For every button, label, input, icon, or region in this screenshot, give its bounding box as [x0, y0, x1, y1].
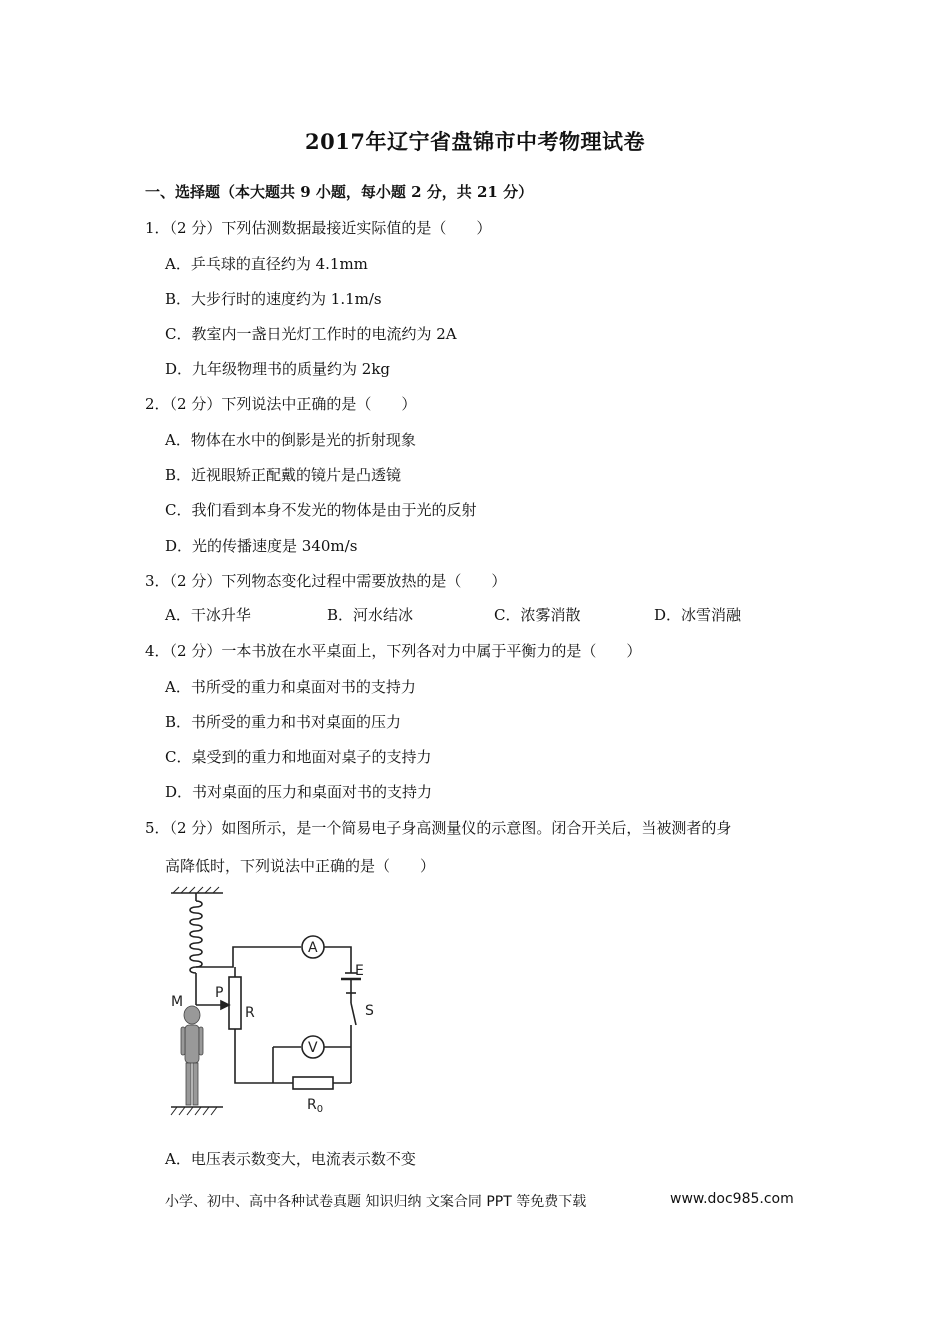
person-figure [181, 1006, 203, 1105]
battery-label: E [355, 963, 364, 979]
spring [190, 901, 202, 973]
question-2-option-d: D．光的传播速度是 340m/s [165, 537, 358, 555]
footer-text: 小学、初中、高中各种试卷真题 知识归纳 文案合同 PPT 等免费下载 [165, 1194, 587, 1210]
resistor-r0 [293, 1077, 333, 1089]
rheostat-label: R [245, 1005, 255, 1021]
question-3-option-b: B．河水结冰 [327, 606, 414, 624]
question-1-option-a: A．乒乓球的直径约为 4.1mm [165, 255, 368, 273]
footer-url[interactable]: www.doc985.com [670, 1191, 794, 1207]
question-5-stem-line1: 5．（2 分）如图所示，是一个简易电子身高测量仪的示意图。闭合开关后，当被测者的身 [145, 819, 732, 837]
section-heading: 一、选择题（本大题共 9 小题，每小题 2 分，共 21 分） [145, 183, 534, 201]
question-2-option-b: B．近视眼矫正配戴的镜片是凸透镜 [165, 466, 402, 484]
question-1-option-d: D．九年级物理书的质量约为 2kg [165, 360, 391, 378]
floor-hatch [171, 1107, 217, 1115]
question-3-option-d: D．冰雪消融 [654, 606, 742, 624]
question-3-option-c: C．浓雾消散 [494, 606, 581, 624]
person-label: M [171, 994, 184, 1010]
question-2-stem: 2．（2 分）下列说法中正确的是（ ） [145, 395, 417, 413]
ammeter-label: A [308, 940, 318, 956]
question-4-option-a: A．书所受的重力和桌面对书的支持力 [165, 678, 416, 696]
question-1-stem: 1．（2 分）下列估测数据最接近实际值的是（ ） [145, 219, 492, 237]
resistor-label: $R_0$ [307, 1097, 324, 1115]
question-4-option-c: C．桌受到的重力和地面对桌子的支持力 [165, 748, 432, 766]
slider-label: P [215, 985, 224, 1001]
rheostat-r [229, 977, 241, 1029]
question-4-stem: 4．（2 分）一本书放在水平桌面上，下列各对力中属于平衡力的是（ ） [145, 642, 642, 660]
question-3-option-a: A．干冰升华 [165, 606, 251, 624]
question-5-stem-line2: 高降低时，下列说法中正确的是（ ） [165, 857, 436, 875]
footer [165, 1191, 794, 1211]
question-1-option-c: C．教室内一盏日光灯工作时的电流约为 2A [165, 325, 457, 343]
switch-blade [351, 1003, 356, 1025]
voltmeter-label: V [308, 1040, 318, 1056]
question-2-option-c: C．我们看到本身不发光的物体是由于光的反射 [165, 501, 477, 519]
page-title: 2017年辽宁省盘锦市中考物理试卷 [305, 129, 645, 154]
question-4-option-d: D．书对桌面的压力和桌面对书的支持力 [165, 783, 433, 801]
question-5-option-a: A．电压表示数变大，电流表示数不变 [165, 1150, 416, 1168]
question-3-stem: 3．（2 分）下列物态变化过程中需要放热的是（ ） [145, 572, 507, 590]
question-4-option-b: B．书所受的重力和书对桌面的压力 [165, 713, 402, 731]
question-2-option-a: A．物体在水中的倒影是光的折射现象 [165, 431, 416, 449]
question-1-option-b: B．大步行时的速度约为 1.1m/s [165, 290, 382, 308]
height-meter-circuit-diagram [163, 885, 393, 1120]
ceiling-hatch [173, 887, 219, 893]
switch-label: S [365, 1003, 374, 1019]
